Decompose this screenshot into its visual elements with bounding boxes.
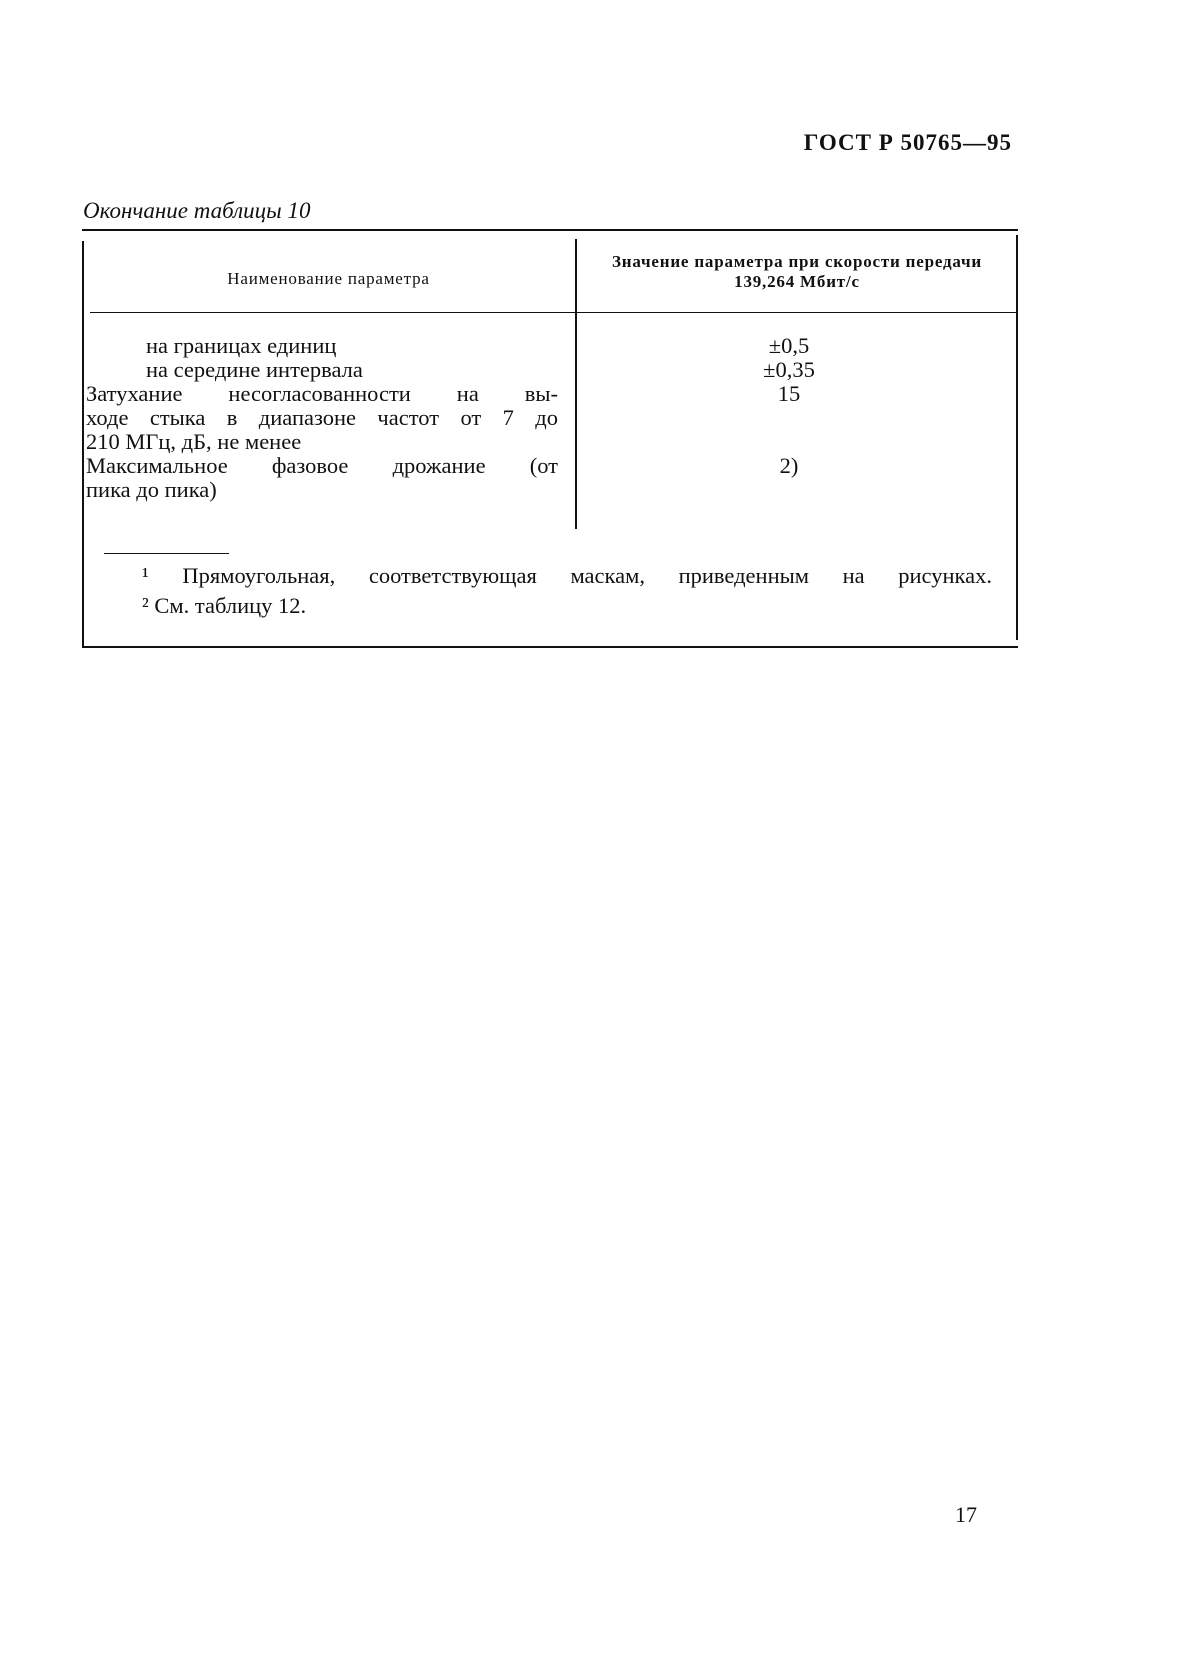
page-number: 17 [955, 1502, 977, 1527]
header-divider [90, 312, 1016, 313]
value-spacer [579, 406, 999, 454]
document-code: ГОСТ Р 50765—95 [803, 130, 1012, 155]
column-header-parameter-name: Наименование параметра [227, 269, 430, 288]
parameter-table [82, 229, 1018, 648]
table-caption: Окончание таблицы 10 [83, 198, 311, 223]
table-row-value: 2) [779, 453, 799, 478]
table-row-value: ±0,5 [768, 333, 810, 358]
parameter-names-cell [86, 334, 558, 502]
footnote-2: ² См. таблицу 12. [142, 593, 307, 618]
table-row-label: на середине интервала [146, 357, 363, 382]
column-header-parameter-value: Значение параметра при скорости передачи 139,264 Мбит/с [612, 252, 982, 291]
table-row-label: на границах единиц [146, 333, 337, 358]
table-row-label: Затухание несогласованности на вы- [86, 381, 558, 406]
footnote-separator [104, 553, 229, 554]
parameter-values-cell [579, 334, 999, 478]
table-row-label: пика до пика) [86, 477, 217, 502]
table-left-border [82, 241, 84, 646]
table-row-value: ±0,35 [763, 357, 815, 382]
table-row-label: ходе стыка в диапазоне частот от 7 до [86, 405, 558, 430]
table-row-label: Максимальное фазовое дрожание (от [86, 453, 558, 478]
footnotes [142, 561, 992, 621]
table-row-value: 15 [777, 381, 801, 406]
footnote-1: ¹ Прямоугольная, соответствующая маскам, приведенным на рисунках. [142, 563, 992, 588]
column-divider [575, 239, 577, 529]
table-row-label: 210 МГц, дБ, не менее [86, 429, 302, 454]
table-right-border [1016, 235, 1018, 640]
